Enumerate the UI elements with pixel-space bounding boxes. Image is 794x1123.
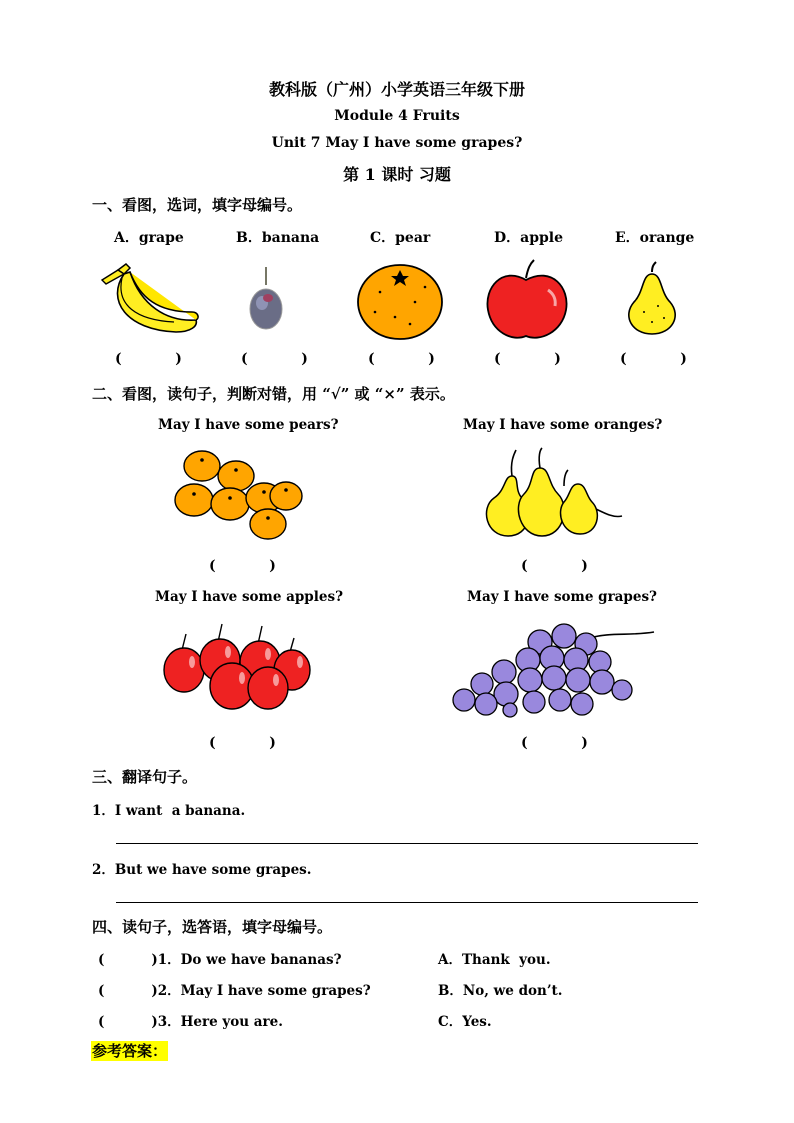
answer-line[interactable]: [116, 843, 698, 844]
option-b: B．banana: [236, 230, 320, 246]
answer-blank[interactable]: ( ): [209, 558, 276, 574]
grapes-picture: [450, 622, 660, 718]
option-e: E．orange: [615, 230, 695, 246]
section2-heading: 二、看图，读句子，判断对错，用 “√” 或 “×” 表示。: [92, 385, 455, 403]
question-oranges: May I have some oranges?: [463, 417, 663, 433]
question-pears: May I have some pears?: [158, 417, 339, 433]
module-title: Module 4 Fruits: [334, 108, 460, 124]
oranges-picture: [172, 448, 306, 543]
answer-blank[interactable]: ( ): [368, 351, 435, 367]
answer-blank[interactable]: ( ): [521, 735, 588, 751]
apples-picture: [162, 620, 314, 715]
answer-blank[interactable]: ( ): [115, 351, 182, 367]
pears-picture: [478, 446, 628, 541]
banana-picture: [96, 260, 206, 340]
apple-picture: [482, 258, 572, 344]
pear-picture: [622, 262, 682, 338]
answer-line[interactable]: [116, 902, 698, 903]
unit-title: Unit 7 May I have some grapes?: [271, 135, 523, 151]
option-c: C．pear: [370, 230, 431, 246]
lesson-title: 第 1 课时 习题: [343, 165, 451, 184]
answer-blank[interactable]: ( ): [620, 351, 687, 367]
answer-blank[interactable]: ( ): [241, 351, 308, 367]
translate-sentence-2: 2．But we have some grapes.: [92, 862, 312, 878]
question-row-3[interactable]: ( )3．Here you are.: [98, 1014, 283, 1030]
option-d: D．apple: [494, 230, 564, 246]
question-apples: May I have some apples?: [155, 589, 343, 605]
question-grapes: May I have some grapes?: [467, 589, 657, 605]
orange-picture: [355, 262, 445, 342]
grape-picture: [246, 265, 286, 335]
answer-blank[interactable]: ( ): [209, 735, 276, 751]
answer-option-a: A．Thank you.: [438, 952, 551, 968]
answer-blank[interactable]: ( ): [521, 558, 588, 574]
section3-heading: 三、翻译句子。: [92, 768, 198, 786]
answer-option-b: B．No, we don’t.: [438, 983, 563, 999]
answer-option-c: C．Yes.: [438, 1014, 492, 1030]
translate-sentence-1: 1．I want a banana.: [92, 803, 246, 819]
option-a: A．grape: [114, 230, 184, 246]
answer-key-text: 参考答案：: [92, 1042, 168, 1060]
answer-key-label: [91, 1040, 168, 1061]
section1-heading: 一、看图，选词，填字母编号。: [92, 196, 303, 214]
page-title: 教科版（广州）小学英语三年级下册: [268, 80, 525, 99]
answer-blank[interactable]: ( ): [494, 351, 561, 367]
question-row-2[interactable]: ( )2．May I have some grapes?: [98, 983, 371, 999]
question-row-1[interactable]: ( )1．Do we have bananas?: [98, 952, 342, 968]
section4-heading: 四、读句子，选答语，填字母编号。: [92, 918, 333, 936]
